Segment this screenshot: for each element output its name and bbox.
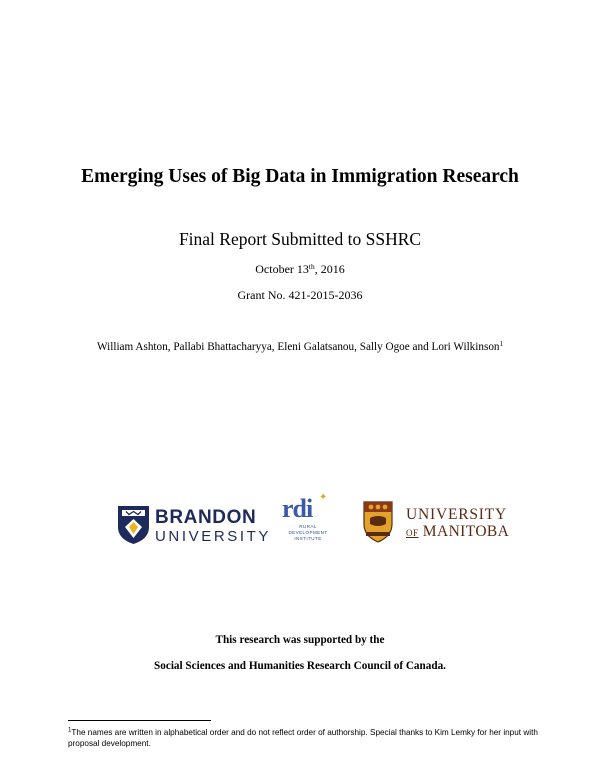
report-subtitle: Final Report Submitted to SSHRC xyxy=(178,229,422,249)
footnote-reference: 1 xyxy=(499,340,503,349)
grant-number: Grant No. 421-2015-2036 xyxy=(237,288,363,302)
rdi-letters: rdi xyxy=(282,494,313,523)
manitoba-name: MANITOBA xyxy=(422,523,510,540)
brandon-university-logo xyxy=(117,503,272,547)
rdi-line1: RURAL xyxy=(299,524,317,529)
footnote-divider xyxy=(68,720,211,721)
rdi-logo xyxy=(281,494,335,544)
report-date xyxy=(0,262,600,277)
rdi-line2: DEVELOPMENT xyxy=(288,530,328,535)
footnote xyxy=(68,727,558,749)
sparkle-icon: ✦ xyxy=(319,492,328,503)
footnote-text: The names are written in alphabetical order and do not reflect order of authorship. Special thanks to Kim Lemky for her input with proposal development. xyxy=(68,728,538,748)
manitoba-of: OF xyxy=(406,528,419,538)
manitoba-crest-icon xyxy=(362,500,394,544)
date-superscript: th xyxy=(308,261,315,271)
support-line-1: This research was supported by the xyxy=(215,634,385,646)
footnote-mark: 1 xyxy=(68,726,72,734)
author-list xyxy=(0,341,600,353)
manitoba-line1: UNIVERSITY xyxy=(406,506,507,523)
rdi-line3: INSTITUTE xyxy=(294,536,322,541)
date-text: October 13 xyxy=(255,262,309,276)
brandon-line1: BRANDON xyxy=(155,507,257,528)
university-of-manitoba-logo xyxy=(362,500,510,546)
brandon-line2: UNIVERSITY xyxy=(155,528,272,545)
author-names: William Ashton, Pallabi Bhattacharyya, Eleni Galatsanou, Sally Ogoe and Lori Wilkinson xyxy=(97,341,500,353)
date-year: , 2016 xyxy=(314,262,345,276)
brandon-shield-icon xyxy=(117,505,150,545)
report-title: Emerging Uses of Big Data in Immigration Research xyxy=(81,166,519,187)
manitoba-line2 xyxy=(406,523,509,541)
support-line-2: Social Sciences and Humanities Research Council of Canada. xyxy=(154,660,446,672)
